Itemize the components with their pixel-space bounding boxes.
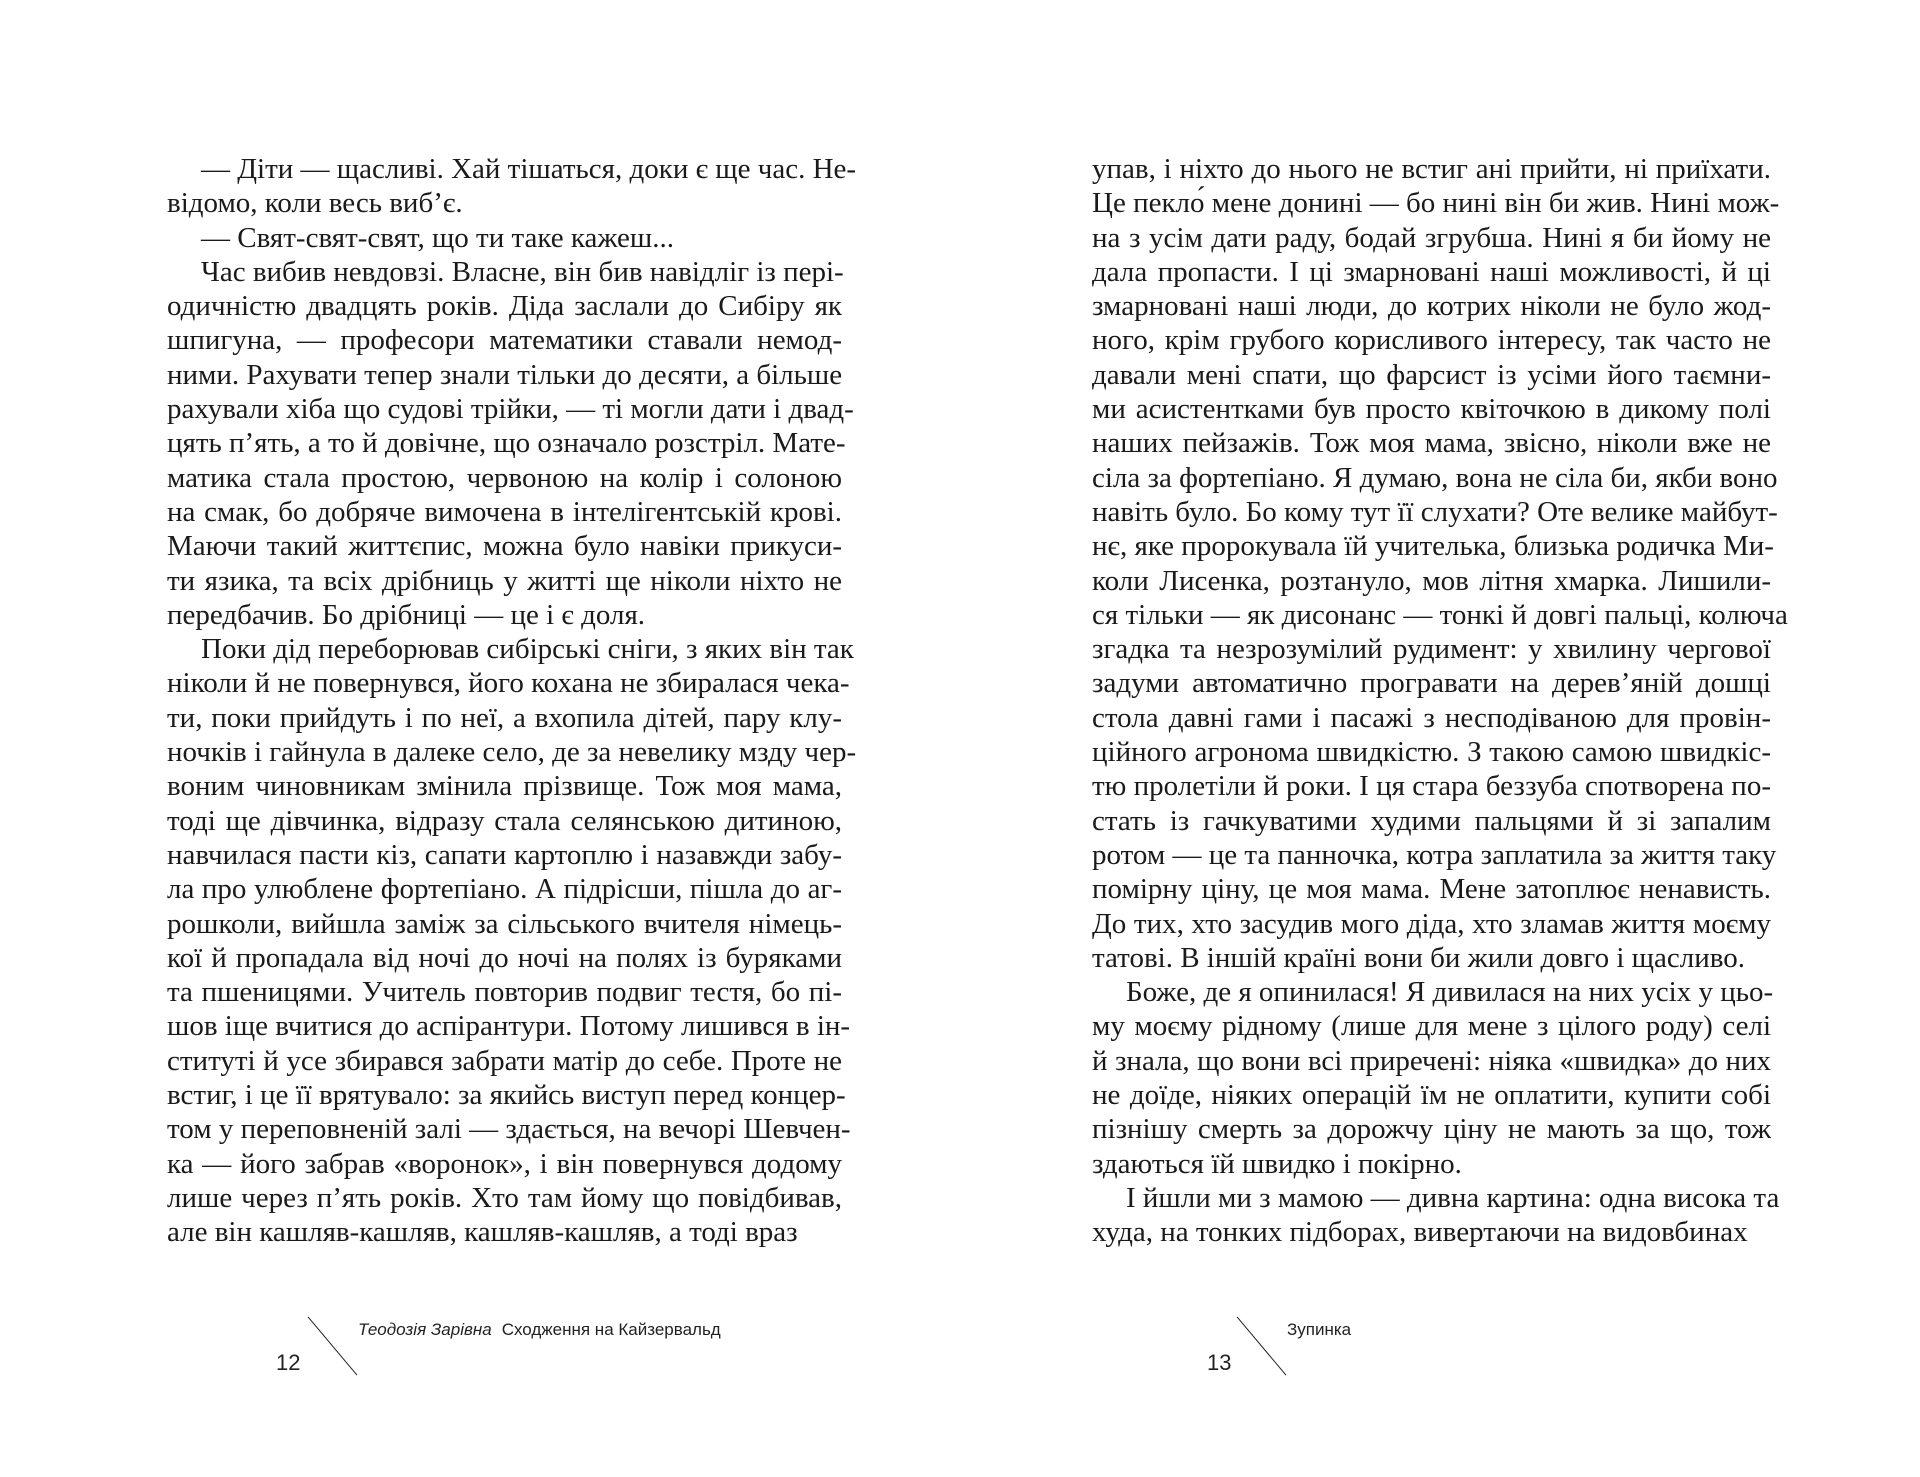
text-line: здаються їй швидко і покірно. [1092, 1147, 1462, 1180]
text-line: ся тільки — як дисонанс — тонкі й довгі пальці, колюча [1092, 598, 1788, 631]
text-line: задуми автоматично програвати на дерев’яній дошці [1092, 667, 1771, 700]
text-line: передбачив. Бо дрібниці — це і є доля. [167, 598, 646, 631]
text-line: ного, крім грубого корисливого інтересу, так часто не [1092, 324, 1771, 357]
text-line: й знала, що вони всі приречені: ніяка «швидка» до них [1092, 1044, 1771, 1077]
text-line: кої й пропадала від ночі до ночі на полях із буряками [167, 941, 842, 974]
text-line: — Діти — щасливі. Хай тішаться, доки є ще час. Не- [201, 153, 857, 185]
text-line: — Свят-свят-свят, що ти таке кажеш... [201, 221, 674, 254]
text-line: рахували хіба що судові трійки, — ті могли дати і двад- [167, 393, 854, 426]
text-line: До тих, хто засудив мого діда, хто зламав життя моєму [1092, 907, 1771, 940]
text-line: ституті й усе збирався забрати матір до себе. Проте не [167, 1044, 842, 1077]
text-line: ційного агронома швидкістю. З такою самою швидкіс- [1092, 736, 1771, 769]
text-line: та пшеницями. Учитель повторив подвиг тестя, бо пі- [167, 976, 842, 1009]
text-line: ми асистентками був просто квіточкою в дикому полі [1092, 393, 1771, 426]
text-line: відомо, коли весь виб’є. [167, 187, 463, 220]
text-line: сіла за фортепіано. Я думаю, вона не сіла би, якби воно [1092, 461, 1778, 494]
text-line: худа, на тонких підборах, вивертаючи на видовбинах [1092, 1216, 1748, 1249]
text-line: стола давні гами і пасажі з несподіваною для провін- [1092, 701, 1771, 734]
running-head [358, 1320, 721, 1340]
text-line: тю пролетіли й роки. І ця стара беззуба спотворена по- [1092, 770, 1771, 803]
text-line: Час вибив невдовзі. Власне, він бив навідліг із пері- [201, 255, 844, 288]
text-line: упав, і ніхто до нього не встиг ані прийти, ні приїхати. [1092, 153, 1771, 185]
text-line: татові. В іншій країні вони би жили довго і щасливо. [1092, 941, 1745, 974]
paragraph [1092, 1181, 1780, 1250]
right-page [960, 0, 1920, 1477]
text-line: рошколи, вийшла заміж за сільського вчителя німець- [167, 907, 842, 940]
text-line: ти, поки прийдуть і по неї, а вхопила дітей, пару клу- [167, 701, 842, 734]
text-line: ла про улюблене фортепіано. А підрісши, пішла до аг- [167, 873, 842, 906]
text-line: шов іще вчитися до аспірантури. Потому лишився в ін- [167, 1010, 851, 1043]
text-line: давали мені спати, що фарсист із усіми його таємни- [1092, 358, 1771, 391]
text-line: Маючи такий життєпис, можна було навіки прикуси- [167, 530, 842, 563]
right-page-footer [960, 1308, 1520, 1378]
text-line: ними. Рахувати тепер знали тільки до десяти, а більше [167, 358, 843, 391]
text-line: помірну ціну, це моя мама. Мене затоплює ненависть. [1092, 873, 1771, 906]
text-line: том у переповненій залі — здається, на вечорі Шевчен- [167, 1113, 851, 1146]
text-line: цять п’ять, а то й довічне, що означало розстріл. Мате- [167, 427, 846, 460]
text-line: лише через п’ять років. Хто там йому що повідбивав, [167, 1181, 842, 1214]
text-line: одичністю двадцять років. Діда заслали до Сибіру як [167, 290, 842, 323]
right-page-text [1092, 152, 1788, 1250]
paragraph [167, 221, 842, 255]
text-line: навчилася пасти кіз, сапати картоплю і назавжди забу- [167, 838, 842, 871]
page-number: 12 [276, 1350, 301, 1375]
text-line: навіть було. Бо кому тут її слухати? Оте велике майбут- [1092, 495, 1778, 528]
text-line: пізнішу смерть за дорожчу ціну не мають за що, тож [1092, 1113, 1771, 1146]
text-line: наших пейзажів. Тож моя мама, звісно, ніколи вже не [1092, 427, 1771, 460]
text-line: нє, яке пророкувала їй учителька, близька родичка Ми- [1092, 530, 1774, 563]
paragraph [1092, 152, 1788, 975]
text-line: змарновані наші люди, до котрих ніколи не було жод- [1092, 290, 1771, 323]
text-line: І йшли ми з мамою — дивна картина: одна висока та [1126, 1181, 1780, 1214]
text-line: ти язика, та всіх дрібниць у житті ще ніколи ніхто не [167, 564, 842, 597]
text-line: ніколи й не повернувся, його кохана не збиралася чека- [167, 667, 850, 700]
text-line: згадка та незрозумілий рудимент: у хвилину чергової [1092, 633, 1771, 666]
text-line: не доїде, ніяких операцій їм не оплатити, купити собі [1092, 1079, 1771, 1112]
text-line: Це пекло́ мене донині — бо нині він би жив. Нині мож- [1092, 187, 1780, 220]
page-number: 13 [1207, 1350, 1232, 1375]
left-page-text [167, 152, 857, 1250]
text-line: му моєму рідному (лише для мене з цілого роду) селі [1092, 1010, 1771, 1043]
footer-divider-slash [308, 1317, 358, 1376]
text-line: але він кашляв-кашляв, кашляв-кашляв, а тоді враз [167, 1216, 798, 1249]
book-title: Сходження на Кайзервальд [501, 1320, 721, 1339]
section-title: Зупинка [1287, 1320, 1352, 1339]
text-line: ночків і гайнула в далеке село, де за невелику мзду чер- [167, 736, 857, 769]
text-line: ка — його забрав «воронок», і він повернувся додому [167, 1147, 842, 1180]
text-line: на смак, бо добряче вимочена в інтелігентській крові. [167, 495, 842, 528]
text-line: воним чиновникам змінила прізвище. Тож моя мама, [167, 770, 842, 803]
text-line: шпигуна, — професори математики ставали немод- [167, 324, 842, 357]
text-line: стать із гачкуватими худими пальцями й зі запалим [1092, 804, 1771, 837]
author-name: Теодозія Зарівна [358, 1320, 492, 1339]
text-line: коли Лисенка, розтануло, мов літня хмарка. Лишили- [1092, 564, 1771, 597]
footer-divider-slash [1237, 1317, 1287, 1376]
paragraph [1092, 975, 1774, 1181]
text-line: встиг, і це її врятувало: за якийсь виступ перед концер- [167, 1079, 846, 1112]
text-line: ротом — це та панночка, котра заплатила за життя таку [1092, 838, 1777, 871]
text-line: Поки дід переборював сибірські сніги, з яких він так [201, 633, 854, 666]
paragraph [167, 255, 854, 632]
paragraph [167, 152, 857, 221]
running-head [1287, 1320, 1351, 1340]
text-line: тоді ще дівчинка, відразу стала селянською дитиною, [167, 804, 842, 837]
text-line: на з усім дати раду, бодай згрубша. Нині я би йому не [1092, 221, 1771, 254]
text-line: дала пропасти. І ці змарновані наші можливості, й ці [1092, 255, 1771, 288]
left-page-footer [270, 1308, 830, 1378]
text-line: Боже, де я опинилася! Я дивилася на них усіх у цьо- [1126, 976, 1774, 1009]
paragraph [167, 632, 857, 1249]
text-line: матика стала простою, червоною на колір і солоною [167, 461, 842, 494]
